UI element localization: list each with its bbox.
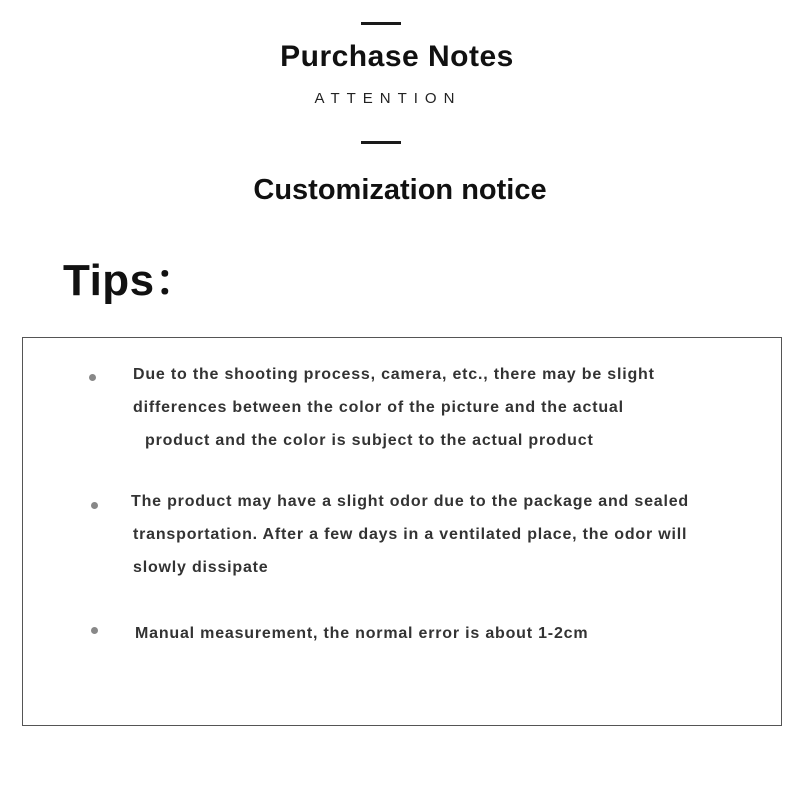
note-line: differences between the color of the picture and the actual	[133, 399, 624, 416]
page-subtitle: ATTENTION	[314, 90, 462, 107]
note-line: The product may have a slight odor due to the package and sealed	[131, 493, 689, 510]
note-line: Manual measurement, the normal error is about 1-2cm	[135, 625, 589, 642]
top-divider	[361, 22, 401, 25]
note-item-3	[135, 617, 588, 650]
bottom-divider	[361, 141, 401, 144]
note-line: Due to the shooting process, camera, etc., there may be slight	[133, 366, 655, 383]
note-line: slowly dissipate	[133, 559, 269, 576]
note-item-2	[131, 485, 689, 584]
note-line: product and the color is subject to the actual product	[145, 432, 594, 449]
tips-label: Tips：	[63, 256, 200, 305]
bullet-icon	[91, 627, 98, 634]
page-title: Purchase Notes	[280, 40, 514, 73]
note-item-1	[133, 358, 655, 457]
bullet-icon	[91, 502, 98, 509]
section-heading: Customization notice	[253, 174, 547, 206]
note-line: transportation. After a few days in a ventilated place, the odor will	[133, 526, 688, 543]
bullet-icon	[89, 374, 96, 381]
